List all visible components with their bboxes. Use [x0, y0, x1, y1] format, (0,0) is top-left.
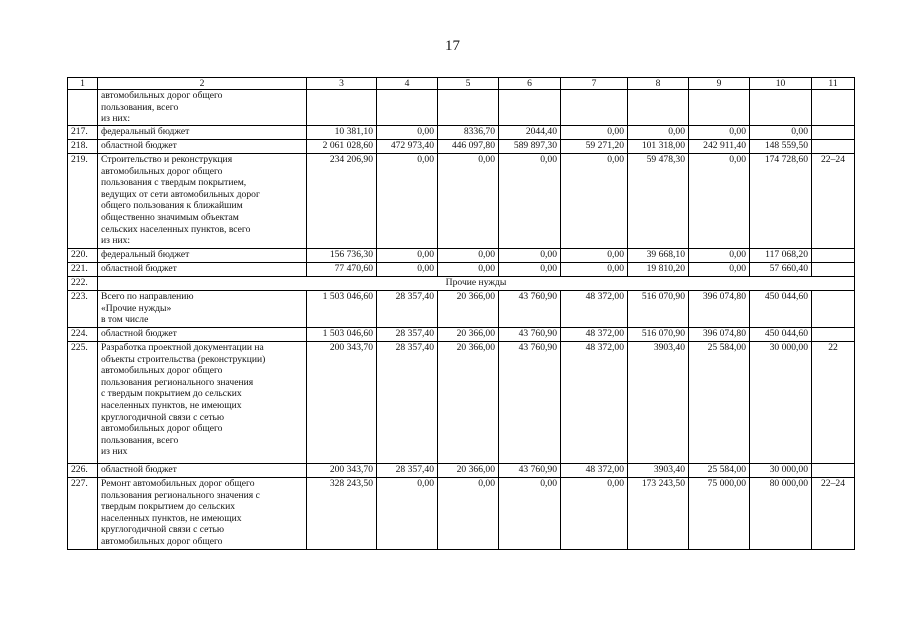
table-row — [68, 328, 855, 342]
row-name: Разработка проектной документации на объекты строительства (реконструкции) автомобильных дорог общего пользования регионального значения с твердым покрытием до сельских населенных пунктов, не имеющих круглогодичной связи с сетью автомобильных дорог общего пользования, всего из них — [98, 342, 307, 464]
row-number — [68, 90, 98, 126]
section-title: Прочие нужды — [98, 277, 855, 291]
value-cell: 242 911,40 — [689, 140, 750, 154]
table-row — [68, 140, 855, 154]
row-number: 225. — [68, 342, 98, 464]
column-header: 11 — [812, 78, 855, 90]
row-number: 220. — [68, 249, 98, 263]
row-number: 226. — [68, 464, 98, 478]
value-cell: 20 366,00 — [438, 291, 499, 328]
column-header: 9 — [689, 78, 750, 90]
value-cell: 117 068,20 — [750, 249, 812, 263]
table-row — [68, 263, 855, 277]
value-cell: 25 584,00 — [689, 342, 750, 464]
value-cell: 0,00 — [499, 249, 561, 263]
row-name: областной бюджет — [98, 464, 307, 478]
value-cell: 48 372,00 — [561, 464, 628, 478]
program-ref-cell — [812, 249, 855, 263]
value-cell: 3903,40 — [628, 342, 689, 464]
program-ref-cell: 22 — [812, 342, 855, 464]
value-cell: 0,00 — [561, 249, 628, 263]
value-cell: 0,00 — [438, 263, 499, 277]
value-cell: 0,00 — [628, 126, 689, 140]
value-cell: 396 074,80 — [689, 328, 750, 342]
value-cell: 75 000,00 — [689, 478, 750, 550]
value-cell — [307, 90, 377, 126]
value-cell — [689, 90, 750, 126]
row-name: автомобильных дорог общего пользования, всего из них: — [98, 90, 307, 126]
column-header: 1 — [68, 78, 98, 90]
value-cell: 516 070,90 — [628, 291, 689, 328]
value-cell: 0,00 — [377, 126, 438, 140]
value-cell: 0,00 — [689, 263, 750, 277]
value-cell: 59 478,30 — [628, 154, 689, 249]
table-row — [68, 249, 855, 263]
value-cell: 0,00 — [377, 249, 438, 263]
value-cell: 57 660,40 — [750, 263, 812, 277]
value-cell: 80 000,00 — [750, 478, 812, 550]
value-cell: 200 343,70 — [307, 464, 377, 478]
value-cell: 450 044,60 — [750, 291, 812, 328]
value-cell: 0,00 — [561, 263, 628, 277]
column-header: 10 — [750, 78, 812, 90]
value-cell: 8336,70 — [438, 126, 499, 140]
value-cell — [628, 90, 689, 126]
row-number: 223. — [68, 291, 98, 328]
column-header: 2 — [98, 78, 307, 90]
table-row — [68, 154, 855, 249]
value-cell: 0,00 — [689, 249, 750, 263]
program-ref-cell — [812, 291, 855, 328]
program-ref-cell: 22–24 — [812, 478, 855, 550]
value-cell: 156 736,30 — [307, 249, 377, 263]
row-number: 224. — [68, 328, 98, 342]
row-number: 217. — [68, 126, 98, 140]
row-name: Всего по направлению «Прочие нужды» в том числе — [98, 291, 307, 328]
column-header: 6 — [499, 78, 561, 90]
value-cell: 28 357,40 — [377, 342, 438, 464]
row-number: 218. — [68, 140, 98, 154]
value-cell: 43 760,90 — [499, 464, 561, 478]
table-row — [68, 126, 855, 140]
value-cell: 3903,40 — [628, 464, 689, 478]
value-cell: 328 243,50 — [307, 478, 377, 550]
value-cell: 234 206,90 — [307, 154, 377, 249]
row-name: областной бюджет — [98, 263, 307, 277]
value-cell: 1 503 046,60 — [307, 328, 377, 342]
column-header: 5 — [438, 78, 499, 90]
value-cell: 59 271,20 — [561, 140, 628, 154]
column-header: 4 — [377, 78, 438, 90]
page-number: 17 — [445, 38, 460, 54]
value-cell — [561, 90, 628, 126]
value-cell: 43 760,90 — [499, 328, 561, 342]
row-number: 221. — [68, 263, 98, 277]
value-cell: 20 366,00 — [438, 328, 499, 342]
row-name: федеральный бюджет — [98, 126, 307, 140]
value-cell: 0,00 — [438, 249, 499, 263]
value-cell: 28 357,40 — [377, 464, 438, 478]
value-cell: 48 372,00 — [561, 291, 628, 328]
program-ref-cell — [812, 328, 855, 342]
row-name: областной бюджет — [98, 328, 307, 342]
row-number: 227. — [68, 478, 98, 550]
value-cell: 148 559,50 — [750, 140, 812, 154]
table-row — [68, 90, 855, 126]
value-cell: 20 366,00 — [438, 464, 499, 478]
value-cell — [750, 90, 812, 126]
value-cell: 25 584,00 — [689, 464, 750, 478]
value-cell: 450 044,60 — [750, 328, 812, 342]
value-cell: 446 097,80 — [438, 140, 499, 154]
value-cell: 10 381,10 — [307, 126, 377, 140]
table-row — [68, 478, 855, 550]
value-cell: 0,00 — [377, 263, 438, 277]
row-name: федеральный бюджет — [98, 249, 307, 263]
value-cell: 2 061 028,60 — [307, 140, 377, 154]
value-cell: 48 372,00 — [561, 342, 628, 464]
column-header: 3 — [307, 78, 377, 90]
value-cell: 0,00 — [689, 126, 750, 140]
program-ref-cell — [812, 464, 855, 478]
value-cell: 101 318,00 — [628, 140, 689, 154]
value-cell: 0,00 — [377, 478, 438, 550]
value-cell: 2044,40 — [499, 126, 561, 140]
value-cell: 0,00 — [438, 478, 499, 550]
value-cell: 0,00 — [438, 154, 499, 249]
row-name: Строительство и реконструкция автомобильных дорог общего пользования с твердым покрытием, ведущих от сети автомобильных дорог общего пользования к ближайшим общественно значимым объектам сельских населенных пунктов, всего из них: — [98, 154, 307, 249]
value-cell: 0,00 — [377, 154, 438, 249]
table-row — [68, 277, 855, 291]
value-cell: 0,00 — [689, 154, 750, 249]
value-cell: 39 668,10 — [628, 249, 689, 263]
value-cell: 20 366,00 — [438, 342, 499, 464]
budget-table — [67, 77, 855, 550]
column-header: 7 — [561, 78, 628, 90]
header-row — [68, 78, 855, 90]
value-cell: 43 760,90 — [499, 342, 561, 464]
value-cell: 30 000,00 — [750, 342, 812, 464]
row-number: 219. — [68, 154, 98, 249]
program-ref-cell — [812, 263, 855, 277]
program-ref-cell: 22–24 — [812, 154, 855, 249]
value-cell: 28 357,40 — [377, 328, 438, 342]
value-cell: 43 760,90 — [499, 291, 561, 328]
value-cell: 589 897,30 — [499, 140, 561, 154]
row-name: областной бюджет — [98, 140, 307, 154]
value-cell: 396 074,80 — [689, 291, 750, 328]
value-cell: 28 357,40 — [377, 291, 438, 328]
value-cell: 0,00 — [499, 263, 561, 277]
value-cell: 472 973,40 — [377, 140, 438, 154]
value-cell: 19 810,20 — [628, 263, 689, 277]
row-number: 222. — [68, 277, 98, 291]
table-row — [68, 342, 855, 464]
value-cell: 173 243,50 — [628, 478, 689, 550]
value-cell: 0,00 — [499, 478, 561, 550]
value-cell: 0,00 — [561, 478, 628, 550]
value-cell: 174 728,60 — [750, 154, 812, 249]
value-cell — [438, 90, 499, 126]
value-cell — [377, 90, 438, 126]
program-ref-cell — [812, 90, 855, 126]
program-ref-cell — [812, 126, 855, 140]
row-name: Ремонт автомобильных дорог общего пользования регионального значения с твердым покрытием до сельских населенных пунктов, не имеющих круглогодичной связи с сетью автомобильных дорог общего — [98, 478, 307, 550]
value-cell: 200 343,70 — [307, 342, 377, 464]
table-row — [68, 291, 855, 328]
value-cell: 1 503 046,60 — [307, 291, 377, 328]
value-cell: 77 470,60 — [307, 263, 377, 277]
value-cell: 516 070,90 — [628, 328, 689, 342]
program-ref-cell — [812, 140, 855, 154]
value-cell: 0,00 — [499, 154, 561, 249]
value-cell: 0,00 — [750, 126, 812, 140]
value-cell: 0,00 — [561, 154, 628, 249]
column-header: 8 — [628, 78, 689, 90]
value-cell: 48 372,00 — [561, 328, 628, 342]
value-cell: 30 000,00 — [750, 464, 812, 478]
table-row — [68, 464, 855, 478]
value-cell: 0,00 — [561, 126, 628, 140]
value-cell — [499, 90, 561, 126]
